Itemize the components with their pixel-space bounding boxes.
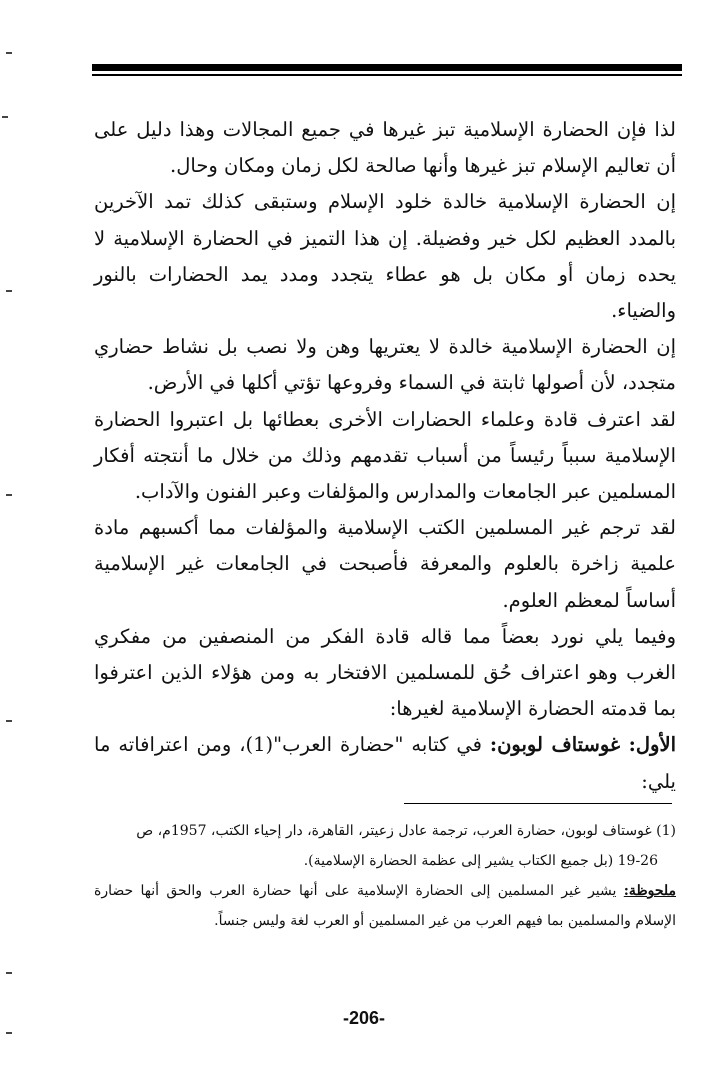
paragraph-7-lead: الأول: غوستاف لوبون: <box>489 733 677 757</box>
main-text <box>94 112 676 800</box>
note <box>94 876 676 936</box>
footnote-separator <box>404 803 672 804</box>
paragraph-7-text: في كتابه "حضارة العرب"(1)، ومن اعترافاته ما يلي: <box>94 733 676 793</box>
note-text: يشير غير المسلمين إلى الحضارة الإسلامية على أنها حضارة العرب والحق أنها حضارة الإسلام والمسلمين بما فيهم العرب من غير المسلمين أو العرب لغة وليس جنساً. <box>94 883 676 929</box>
margin-mark <box>2 116 8 118</box>
margin-mark <box>6 1032 12 1034</box>
paragraph-7 <box>94 727 676 799</box>
margin-mark <box>6 720 12 722</box>
note-label: ملحوظة: <box>623 883 676 899</box>
paragraph-5: لقد ترجم غير المسلمين الكتب الإسلامية والمؤلفات مما أكسبهم مادة علمية زاخرة بالعلوم والمعرفة فأصبحت في الجامعات غير الإسلامية أساساً لمعظم العلوم. <box>94 516 676 612</box>
footnotes <box>94 816 676 936</box>
paragraph-2: إن الحضارة الإسلامية خالدة خلود الإسلام وستبقى كذلك تمد الآخرين بالمدد العظيم لكل خير وفضيلة. إن هذا التميز في الحضارة الإسلامية لا يحده زمان أو مكان بل هو عطاء يتجدد ومدد يمد الحضارات بالنور والضياء. <box>94 190 676 323</box>
paragraph-4: لقد اعترف قادة وعلماء الحضارات الأخرى بعطائها بل اعتبروا الحضارة الإسلامية سبباً رئيساً من أسباب تقدمهم وذلك من خلال ما أنتجته أفكار المسلمين عبر الجامعات والمدارس والمؤلفات وعبر الفنون والآداب. <box>94 407 676 504</box>
paragraph-3: إن الحضارة الإسلامية خالدة لا يعتريها وهن ولا نصب بل نشاط حضاري متجدد، لأن أصولها ثابتة في السماء وفروعها تؤتي أكلها في الأرض. <box>94 335 676 395</box>
margin-mark <box>6 972 12 974</box>
margin-mark <box>6 494 12 496</box>
paragraph-1: لذا فإن الحضارة الإسلامية تبز غيرها في جميع المجالات وهذا دليل على أن تعاليم الإسلام تبز غيرها وأنها صالحة لكل زمان ومكان وحال. <box>94 118 676 178</box>
paragraph-6: وفيما يلي نورد بعضاً مما قاله قادة الفكر من المنصفين من مفكري الغرب وهو اعتراف حُق للمسلمين الافتخار به ومن هؤلاء الذين اعترفوا بما قدمته الحضارة الإسلامية لغيرها: <box>94 624 676 721</box>
margin-mark <box>6 290 12 292</box>
footnote-1-line-2: 19-26 (بل جميع الكتاب يشير إلى عظمة الحضارة الإسلامية). <box>303 853 658 869</box>
header-rule <box>92 64 682 71</box>
margin-mark <box>6 52 12 54</box>
header-rule-thin <box>92 74 682 76</box>
page-number: -206- <box>342 1008 386 1028</box>
footnote-1-line-1: (1) غوستاف لوبون، حضارة العرب، ترجمة عادل زعيتر، القاهرة، دار إحياء الكتب، 1957م، ص <box>136 823 676 839</box>
